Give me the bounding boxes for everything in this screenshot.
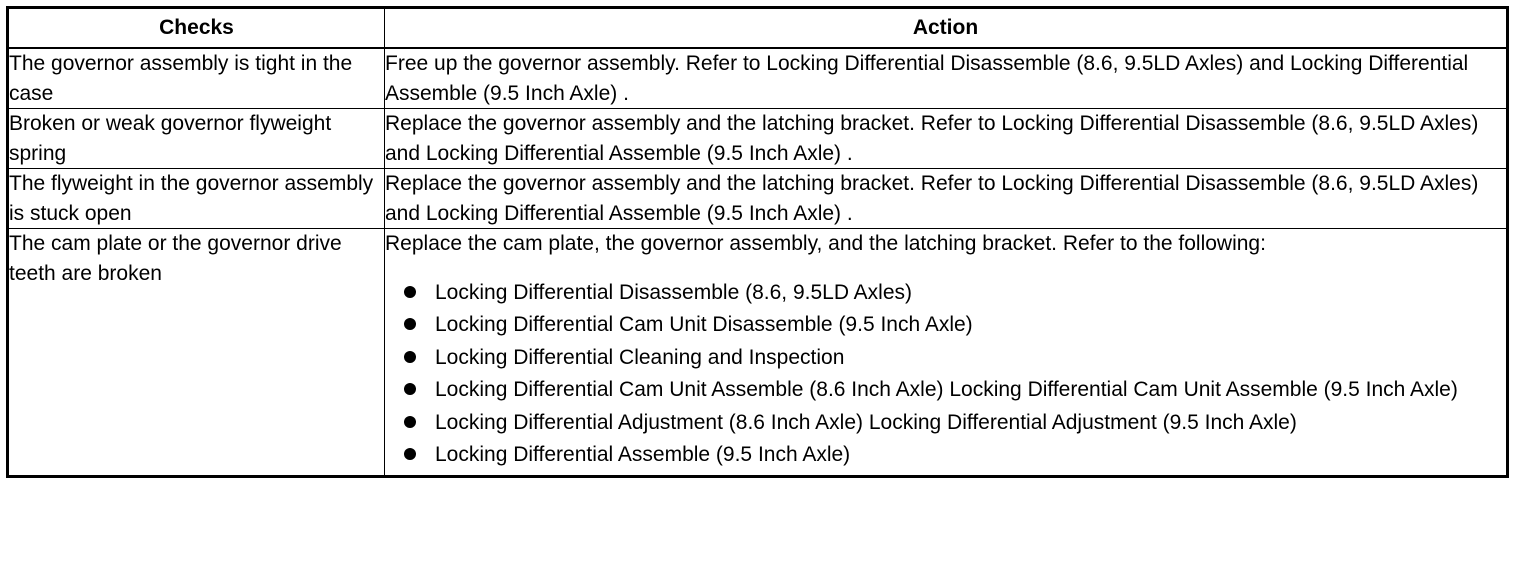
check-text: The governor assembly is tight in the case — [9, 52, 353, 105]
bullet-icon — [404, 448, 416, 460]
bullet-icon — [404, 416, 416, 428]
list-item-text: Locking Differential Cam Unit Assemble (8.6 Inch Axle) Locking Differential Cam Unit Assemble (9.5 Inch Axle) — [435, 378, 1458, 401]
check-text: The cam plate or the governor drive teeth are broken — [9, 232, 342, 285]
table-row — [8, 229, 1508, 477]
list-item — [385, 408, 1506, 438]
bullet-icon — [404, 318, 416, 330]
action-cell — [385, 169, 1508, 229]
table-row — [8, 109, 1508, 169]
check-cell — [8, 109, 385, 169]
list-item — [385, 310, 1506, 340]
list-item — [385, 375, 1506, 405]
list-item-text: Locking Differential Disassemble (8.6, 9.5LD Axles) — [435, 280, 913, 304]
table-row — [8, 169, 1508, 229]
table-row — [8, 48, 1508, 109]
checks-column-header: Checks — [8, 8, 385, 49]
bullet-icon — [404, 286, 416, 298]
action-text: Replace the cam plate, the governor assembly, and the latching bracket. Refer to the following: — [385, 232, 1266, 255]
action-cell — [385, 109, 1508, 169]
bullet-icon — [404, 351, 416, 363]
bullet-icon — [404, 383, 416, 395]
list-item-text: Locking Differential Cam Unit Disassemble (9.5 Inch Axle) — [435, 313, 973, 336]
list-item-text: Locking Differential Assemble (9.5 Inch Axle) — [435, 443, 851, 466]
action-text: Replace the governor assembly and the latching bracket. Refer to Locking Differential Disassemble (8.6, 9.5LD Axles) and Locking Differential Assemble (9.5 Inch Axle) . — [385, 172, 1479, 225]
action-text: Free up the governor assembly. Refer to Locking Differential Disassemble (8.6, 9.5LD Axles) and Locking Differential Assemble (9.5 Inch Axle) . — [385, 52, 1469, 105]
check-cell — [8, 169, 385, 229]
header-row — [8, 8, 1508, 49]
diagnostic-table — [6, 6, 1509, 478]
check-text: Broken or weak governor flyweight spring — [9, 112, 332, 165]
check-cell — [8, 229, 385, 477]
list-item-text: Locking Differential Adjustment (8.6 Inch Axle) Locking Differential Adjustment (9.5 Inch Axle) — [435, 410, 1297, 434]
check-cell — [8, 48, 385, 109]
list-item — [385, 343, 1506, 373]
action-text: Replace the governor assembly and the latching bracket. Refer to Locking Differential Disassemble (8.6, 9.5LD Axles) and Locking Differential Assemble (9.5 Inch Axle) . — [385, 112, 1479, 165]
list-item — [385, 278, 1506, 308]
reference-list — [385, 278, 1506, 470]
action-cell — [385, 48, 1508, 109]
action-column-header: Action — [385, 8, 1508, 49]
action-cell — [385, 229, 1508, 477]
check-text: The flyweight in the governor assembly is stuck open — [9, 172, 374, 225]
list-item — [385, 440, 1506, 470]
list-item-text: Locking Differential Cleaning and Inspection — [435, 345, 845, 369]
